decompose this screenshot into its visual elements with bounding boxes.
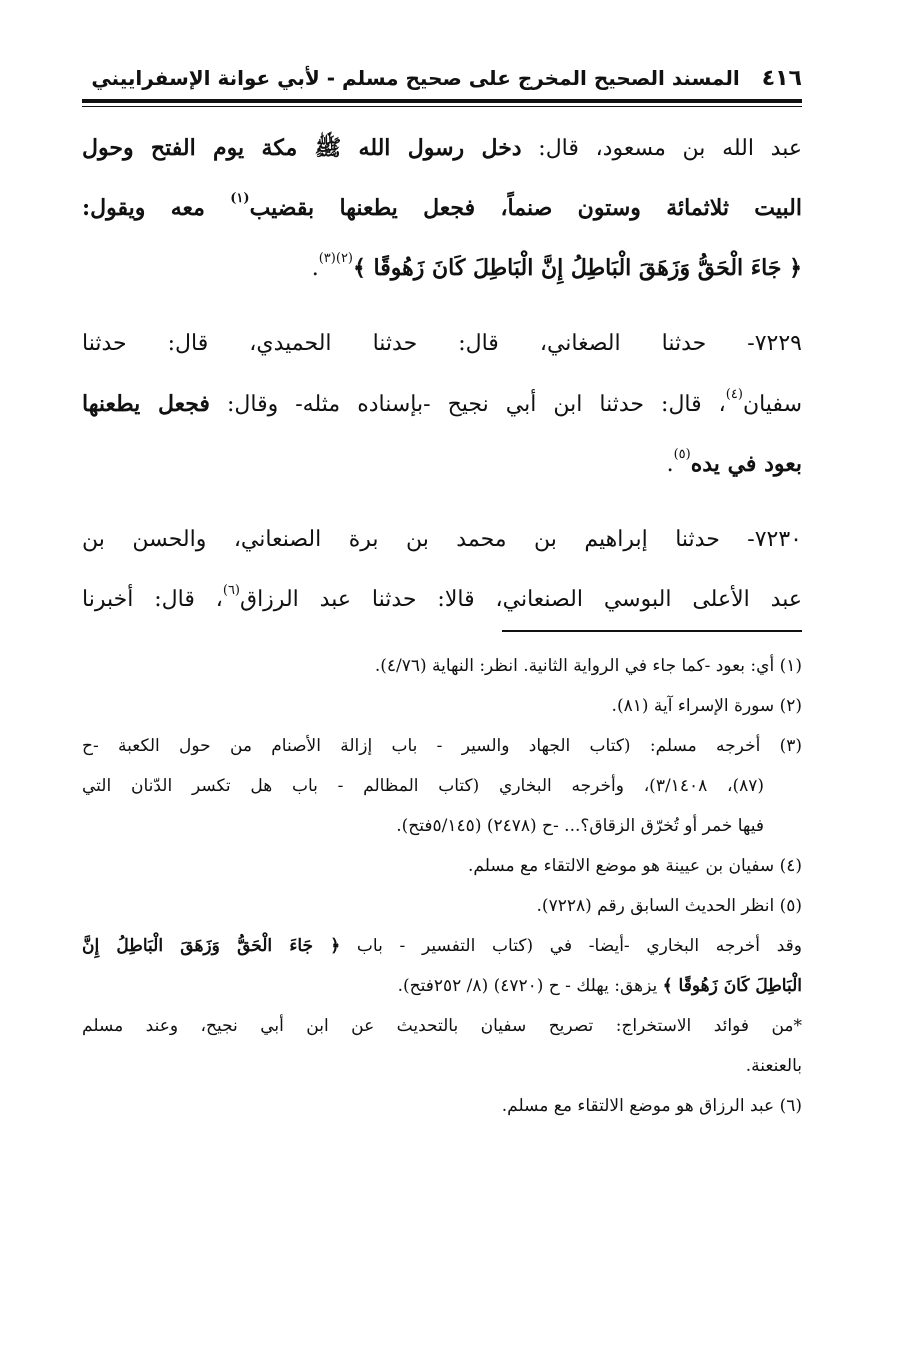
text-line-1	[82, 118, 802, 178]
hadith-text-bold: دخل رسول الله ﷺ مكة يوم الفتح وحول	[82, 135, 522, 161]
text-run: .	[311, 256, 319, 281]
text-line-3	[82, 238, 802, 298]
text-line-2	[82, 178, 802, 238]
footnote-5: (٥) انظر الحديث السابق رقم (٧٢٢٨).	[536, 896, 802, 916]
footnotes	[82, 646, 802, 1126]
text-run: يزهق: يهلك - ح (٤٧٢٠) (٨/ ٢٥٢فتح).	[397, 976, 663, 996]
footnote-6: (٦) عبد الرزاق هو موضع الالتقاء مع مسلم.	[501, 1096, 802, 1116]
text-run: عبد الأعلى البوسي الصنعاني، قالا: حدثنا عبد الرزاق	[240, 587, 802, 612]
quran-verse: ﴿ جَاءَ الْحَقُّ وَزَهَقَ الْبَاطِلُ إِنَّ الْبَاطِلَ كَانَ زَهُوقًا ﴾	[353, 255, 802, 281]
footnote-2: (٢) سورة الإسراء آية (٨١).	[611, 696, 802, 716]
quran-verse: الْبَاطِلَ كَانَ زَهُوقًا ﴾	[662, 976, 802, 996]
footnote-ref-6[interactable]: (٦)	[222, 583, 240, 598]
footnote-5-line-5: بالعنعنة.	[745, 1056, 802, 1076]
running-header	[82, 60, 802, 96]
footnote-ref-1[interactable]: (١)	[230, 191, 250, 206]
footnote-ref-2-3[interactable]: (٢)(٣)	[318, 251, 353, 266]
text-run: عبد الله بن مسعود، قال:	[521, 136, 802, 161]
footnote-3-line-3: فيها خمر أو تُخرّق الزقاق؟... -ح (٢٤٧٨) (٥/١٤٥فتح).	[396, 816, 764, 836]
text-run: معه ويقول:	[82, 195, 231, 221]
text-line-5	[82, 374, 802, 434]
footnote-5-line-4: *من فوائد الاستخراج: تصريح سفيان بالتحديث عن ابن أبي نجيح، وعند مسلم	[82, 1016, 802, 1036]
footnote-separator	[502, 630, 802, 632]
text-run: .	[666, 452, 674, 477]
quran-verse: ﴿ جَاءَ الْحَقُّ وَزَهَقَ الْبَاطِلُ إِنَّ	[82, 936, 341, 956]
header-rule-thick	[82, 99, 802, 103]
text-line-7: ٧٢٣٠- حدثنا إبراهيم بن محمد بن برة الصنعاني، والحسن بن	[82, 527, 802, 552]
text-run: سفيان	[742, 392, 802, 417]
text-line-4: ٧٢٢٩- حدثنا الصغاني، قال: حدثنا الحميدي، قال: حدثنا	[82, 331, 802, 356]
hadith-text-bold: بعود في يده	[690, 451, 802, 477]
text-run: وقد أخرجه البخاري -أيضا- في (كتاب التفسير - باب	[340, 936, 802, 956]
text-run: ، قال: أخبرنا	[82, 587, 223, 612]
hadith-text-bold: فجعل يطعنها	[82, 391, 210, 417]
header-rule-thin	[82, 106, 802, 107]
main-text	[82, 118, 802, 630]
footnote-ref-4[interactable]: (٤)	[725, 387, 743, 402]
text-run: البيت ثلاثمائة وستون صنماً، فجعل يطعنها بقضيب	[249, 195, 802, 221]
footnote-5-line-2	[82, 926, 802, 966]
text-line-6	[82, 434, 802, 494]
footnote-5-line-3	[82, 966, 802, 1006]
footnote-4: (٤) سفيان بن عيينة هو موضع الالتقاء مع مسلم.	[468, 856, 802, 876]
footnote-3-line-2: (٨٧)، ٣/١٤٠٨)، وأخرجه البخاري (كتاب المظالم - باب هل تكسر الدّنان التي	[82, 776, 765, 796]
running-title: المسند الصحيح المخرج على صحيح مسلم - لأبي عوانة الإسفراييني	[91, 66, 740, 90]
page-number: ٤١٦	[761, 65, 802, 91]
footnote-1: (١) أي: بعود -كما جاء في الرواية الثانية. انظر: النهاية (٤/٧٦).	[374, 656, 802, 676]
footnote-ref-5[interactable]: (٥)	[673, 447, 691, 462]
footnote-3-line-1: (٣) أخرجه مسلم: (كتاب الجهاد والسير - باب إزالة الأصنام من حول الكعبة -ح	[82, 736, 802, 756]
text-line-8	[82, 570, 802, 630]
text-run: ، قال: حدثنا ابن أبي نجيح -بإسناده مثله- وقال:	[209, 392, 726, 417]
